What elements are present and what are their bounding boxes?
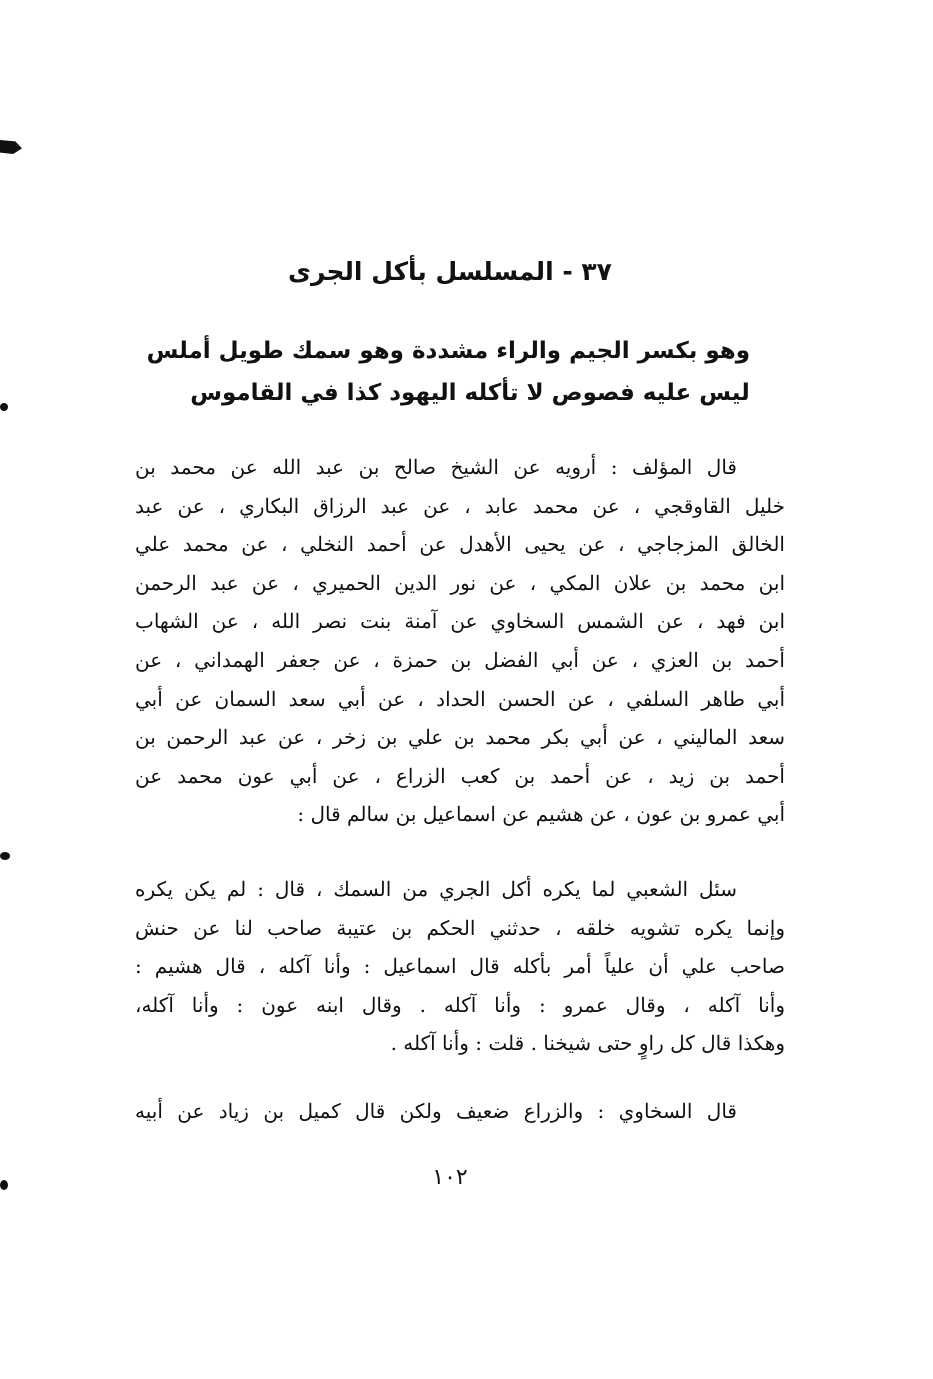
text-line: أحمد بن زيد ، عن أحمد بن كعب الزراع ، عن أبي عون محمد عن — [135, 763, 785, 788]
chapter-subheading — [146, 330, 750, 414]
text-line: أبي عمرو بن عون ، عن هشيم عن اسماعيل بن سالم قال : — [297, 802, 785, 827]
chapter-heading: ٣٧ - المسلسل بأكل الجرى — [288, 257, 612, 286]
page-number: ١٠٢ — [432, 1165, 468, 1190]
text-line: صاحب علي أن علياً أمر بأكله قال اسماعيل : وأنا آكله ، قال هشيم : — [135, 954, 785, 978]
scan-edge-mark — [0, 403, 8, 411]
scan-edge-mark — [0, 1180, 8, 1190]
text-line: سئل الشعبي لما يكره أكل الجري من السمك ، قال : لم يكن يكره — [135, 877, 737, 901]
scan-edge-mark — [0, 140, 22, 154]
text-line: الخالق المزجاجي ، عن يحيى الأهدل عن أحمد النخلي ، عن محمد علي — [135, 532, 785, 557]
text-line: قال المؤلف : أرويه عن الشيخ صالح بن عبد الله عن محمد بن — [135, 455, 737, 479]
text-line: قال السخاوي : والزراع ضعيف ولكن قال كميل بن زياد عن أبيه — [135, 1099, 737, 1123]
text-line: وأنا آكله ، وقال عمرو : وأنا آكله . وقال ابنه عون : وأنا آكله، — [135, 992, 785, 1017]
paragraph-note — [135, 1092, 785, 1130]
text-line: سعد الماليني ، عن أبي بكر محمد بن علي بن زخر ، عن عبد الرحمن بن — [135, 725, 785, 750]
text-line: ابن محمد بن علان المكي ، عن نور الدين الحميري ، عن عبد الرحمن — [135, 570, 785, 595]
text-line: خليل القاوقجي ، عن محمد عابد ، عن عبد الرزاق البكاري ، عن عبد — [135, 493, 785, 518]
subheading-line: ليس عليه فصوص لا تأكله اليهود كذا في القاموس — [190, 380, 750, 406]
text-line: وهكذا قال كل راوٍ حتى شيخنا . قلت : وأنا آكله . — [390, 1031, 785, 1055]
scan-edge-mark — [0, 852, 10, 860]
paragraph-hadith — [135, 870, 785, 1063]
text-line: أبي طاهر السلفي ، عن الحسن الحداد ، عن أبي سعد السمان عن أبي — [135, 686, 785, 711]
text-line: ابن فهد ، عن الشمس السخاوي عن آمنة بنت نصر الله ، عن الشهاب — [135, 609, 785, 634]
text-line: وإنما يكره تشويه خلقه ، حدثني الحكم بن عتيبة صاحب لنا عن حنش — [135, 915, 785, 940]
paragraph-isnad — [135, 448, 785, 834]
subheading-line: وهو بكسر الجيم والراء مشددة وهو سمك طويل أملس — [146, 338, 750, 364]
text-line: أحمد بن العزي ، عن أبي الفضل بن حمزة ، عن جعفر الهمداني ، عن — [135, 647, 785, 672]
